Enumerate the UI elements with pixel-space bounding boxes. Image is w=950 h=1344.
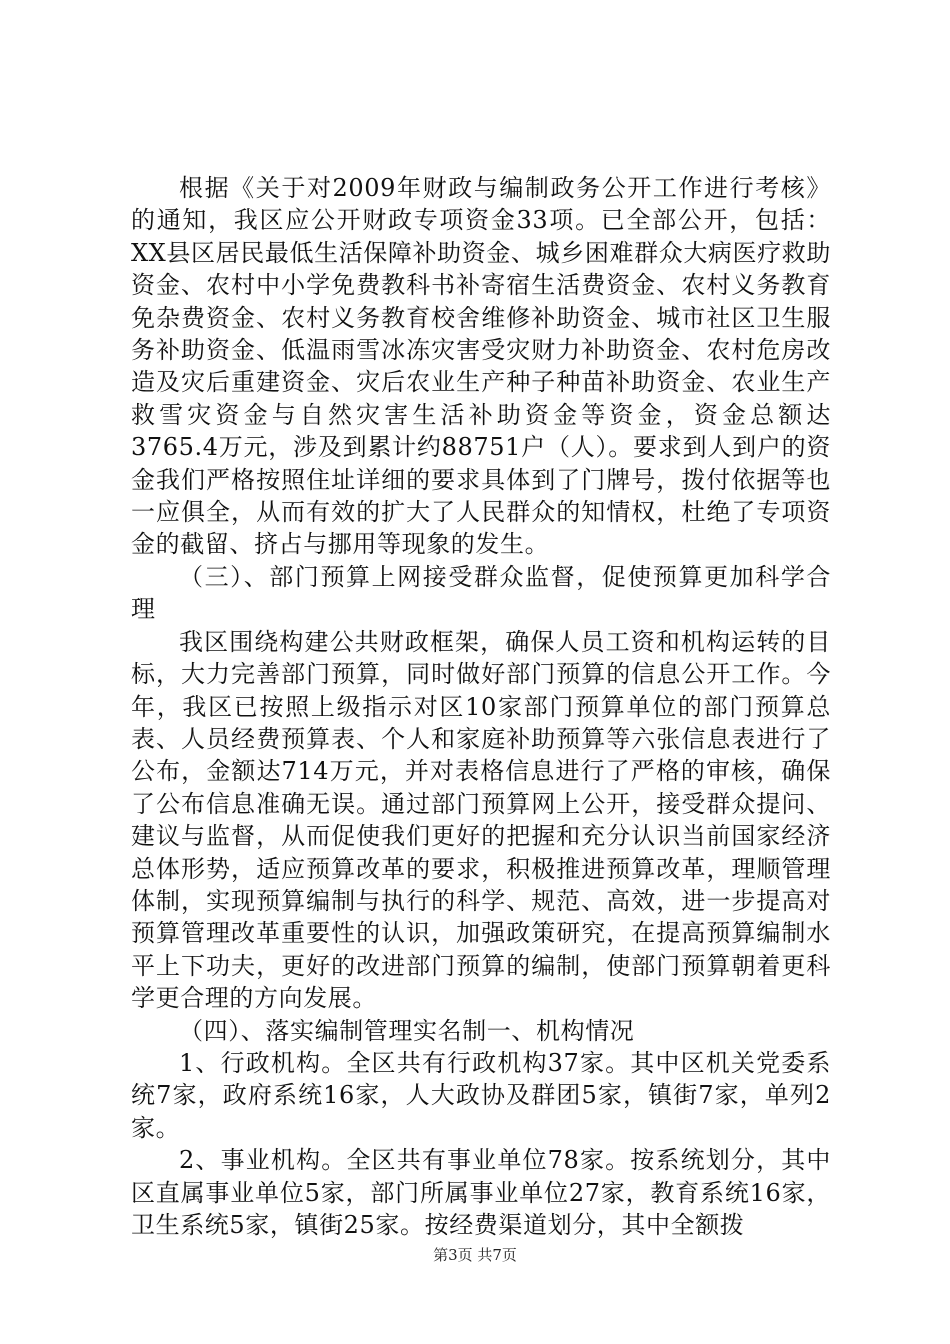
section-heading-staffing-management: （四）、落实编制管理实名制一、机构情况 — [179, 1016, 635, 1045]
section-heading-department-budget: （三）、部门预算上网接受群众监督，促使预算更加科学合理 — [131, 562, 831, 624]
paragraph-administrative-agencies: 1、行政机构。全区共有行政机构37家。其中区机关党委系统7家，政府系统16家，人大政协及群团5家，镇街7家，单列2家。 — [131, 1048, 831, 1142]
document-body — [131, 172, 831, 1241]
paragraph-special-funds: 根据《关于对2009年财政与编制政务公开工作进行考核》的通知，我区应公开财政专项资金33项。已全部公开，包括：XX县区居民最低生活保障补助资金、城乡困难群众大病医疗救助资金、农村中小学免费教科书补寄宿生活费资金、农村义务教育免杂费资金、农村义务教育校舍维修补助资金、城市社区卫生服务补助资金、低温雨雪冰冻灾害受灾财力补助资金、农村危房改造及灾后重建资金、灾后农业生产种子种苗补助资金、农业生产救雪灾资金与自然灾害生活补助资金等资金，资金总额达3765.4万元，涉及到累计约88751户（人）。要求到人到户的资金我们严格按照住址详细的要求具体到了门牌号，拨付依据等也一应俱全，从而有效的扩大了人民群众的知情权，杜绝了专项资金的截留、挤占与挪用等现象的发生。 — [131, 174, 831, 559]
page-number-footer: 第3页 共7页 — [433, 1246, 517, 1264]
paragraph-public-institutions: 2、事业机构。全区共有事业单位78家。按系统划分，其中区直属事业单位5家，部门所属事业单位27家，教育系统16家，卫生系统5家，镇街25家。按经费渠道划分，其中全额拨 — [131, 1146, 831, 1239]
paragraph-department-budget: 我区围绕构建公共财政框架，确保人员工资和机构运转的目标，大力完善部门预算，同时做好部门预算的信息公开工作。今年，我区已按照上级指示对区10家部门预算单位的部门预算总表、人员经费预算表、个人和家庭补助预算等六张信息表进行了公布，金额达714万元，并对表格信息进行了严格的审核，确保了公布信息准确无误。通过部门预算网上公开，接受群众提问、建议与监督，从而促使我们更好的把握和充分认识当前国家经济总体形势，适应预算改革的要求，积极推进预算改革，理顺管理体制，实现预算编制与执行的科学、规范、高效，进一步提高对预算管理改革重要性的认识，加强政策研究，在提高预算编制水平上下功夫，更好的改进部门预算的编制，使部门预算朝着更科学更合理的方向发展。 — [131, 627, 831, 1013]
